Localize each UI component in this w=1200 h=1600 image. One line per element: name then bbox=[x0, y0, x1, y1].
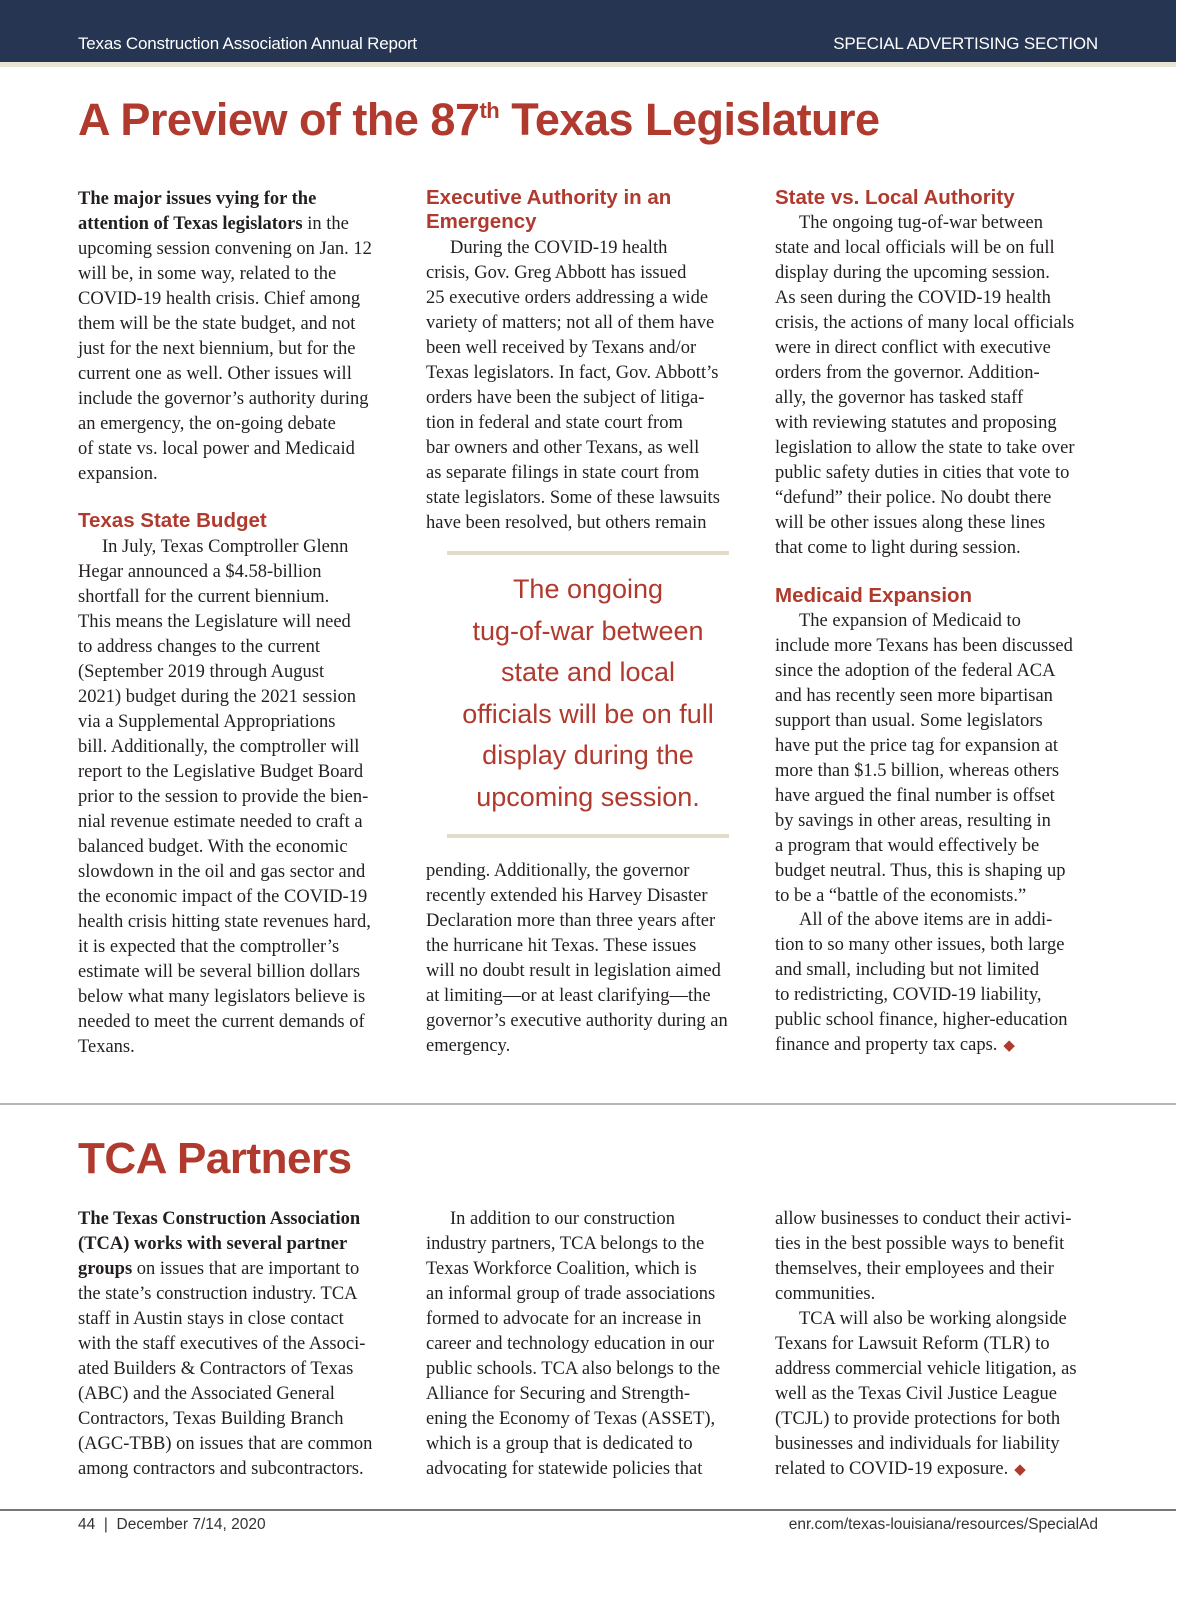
text-line: businesses and individuals for liability bbox=[775, 1434, 1060, 1454]
article-title bbox=[78, 94, 880, 146]
text-line: variety of matters; not all of them have bbox=[426, 313, 715, 333]
text-line: below what many legislators believe is bbox=[78, 987, 366, 1007]
text-line: state legislators. Some of these lawsuits bbox=[426, 488, 720, 508]
text-line: Contractors, Texas Building Branch bbox=[78, 1409, 344, 1429]
line-text: in the bbox=[302, 214, 349, 234]
text-line: display during the bbox=[482, 740, 694, 770]
text-line bbox=[78, 1232, 408, 1257]
text-line: which is a group that is dedicated to bbox=[426, 1434, 693, 1454]
bold-lead-text: The Texas Construction Association bbox=[78, 1209, 361, 1229]
text-line: bill. Additionally, the comptroller will bbox=[78, 737, 360, 757]
text-line: current one as well. Other issues will bbox=[78, 364, 352, 384]
text-line: the hurricane hit Texas. These issues bbox=[426, 936, 697, 956]
text-line: were in direct conflict with executive bbox=[775, 338, 1051, 358]
text-line: display during the upcoming session. bbox=[775, 263, 1050, 283]
text-line: just for the next biennium, but for the bbox=[78, 339, 356, 359]
heading-executive-authority bbox=[426, 186, 671, 234]
text-line: ated Builders & Contractors of Texas bbox=[78, 1359, 354, 1379]
text-line: will no doubt result in legislation aimed bbox=[426, 961, 721, 981]
text-line: 25 executive orders addressing a wide bbox=[426, 288, 709, 308]
text-line: will be other issues along these lines bbox=[775, 513, 1046, 533]
text-line: This means the Legislature will need bbox=[78, 612, 351, 632]
text-line: Hegar announced a $4.58-billion bbox=[78, 562, 322, 582]
text-line: upcoming session convening on Jan. 12 bbox=[78, 239, 372, 259]
footer-url[interactable]: enr.com/texas-louisiana/resources/SpecialAd bbox=[788, 1516, 1098, 1533]
header-stripe bbox=[0, 62, 1176, 67]
text-line: themselves, their employees and their bbox=[775, 1259, 1054, 1279]
executive-paragraph bbox=[426, 236, 756, 536]
text-line: needed to meet the current demands of bbox=[78, 1012, 365, 1032]
text-line: the economic impact of the COVID-19 bbox=[78, 887, 368, 907]
partners-title: TCA Partners bbox=[78, 1134, 352, 1183]
text-line: estimate will be several billion dollars bbox=[78, 962, 361, 982]
footer-separator: | bbox=[103, 1516, 108, 1533]
bold-lead-text: attention of Texas legislators bbox=[78, 214, 303, 234]
text-line: industry partners, TCA belongs to the bbox=[426, 1234, 705, 1254]
text-line: upcoming session. bbox=[476, 781, 700, 812]
text-line: Declaration more than three years after bbox=[426, 911, 716, 931]
text-line: by savings in other areas, resulting in bbox=[775, 811, 1051, 831]
text-line: State vs. Local Authority bbox=[775, 186, 1015, 209]
text-line: tion to so many other issues, both large bbox=[775, 935, 1065, 955]
text-line: public schools. TCA also belongs to the bbox=[426, 1359, 721, 1379]
line-text: related to COVID-19 exposure. bbox=[775, 1459, 1009, 1479]
text-line: public safety duties in cities that vote to bbox=[775, 463, 1070, 483]
state-local-paragraph bbox=[775, 211, 1105, 561]
text-line: with reviewing statutes and proposing bbox=[775, 413, 1057, 433]
intro-paragraph bbox=[78, 187, 408, 487]
text-line: address commercial vehicle litigation, as bbox=[775, 1359, 1077, 1379]
text-line: health crisis hitting state revenues hard, bbox=[78, 912, 371, 932]
text-line: tion in federal and state court from bbox=[426, 413, 683, 433]
text-line: formed to advocate for an increase in bbox=[426, 1309, 702, 1329]
text-line bbox=[78, 187, 408, 212]
closing-paragraph bbox=[775, 908, 1105, 1059]
text-line: The ongoing bbox=[512, 574, 664, 604]
text-line: an informal group of trade associations bbox=[426, 1284, 716, 1304]
text-line: and small, including but not limited bbox=[775, 960, 1040, 980]
text-line: In July, Texas Comptroller Glenn bbox=[102, 537, 349, 557]
text-line: Texas legislators. In fact, Gov. Abbott’s bbox=[426, 363, 719, 383]
text-line: shortfall for the current biennium. bbox=[78, 587, 330, 607]
text-line: of state vs. local power and Medicaid bbox=[78, 439, 355, 459]
text-line: communities. bbox=[775, 1284, 876, 1304]
partners-paragraph-2-continued bbox=[775, 1207, 1105, 1307]
bold-lead-text: groups bbox=[78, 1259, 133, 1279]
text-line: recently extended his Harvey Disaster bbox=[426, 886, 708, 906]
text-line: Alliance for Securing and Strength- bbox=[426, 1384, 691, 1404]
text-line: 2021) budget during the 2021 session bbox=[78, 687, 356, 707]
text-line: and has recently seen more bipartisan bbox=[775, 686, 1053, 706]
text-line: The expansion of Medicaid to bbox=[799, 611, 1021, 631]
text-line: at limiting—or at least clarifying—the bbox=[426, 986, 711, 1006]
text-line bbox=[775, 1033, 1105, 1059]
text-line: Texas State Budget bbox=[78, 509, 267, 532]
title-text-end: Texas Legislature bbox=[499, 94, 880, 145]
partners-paragraph-1 bbox=[78, 1207, 408, 1482]
issue-date: December 7/14, 2020 bbox=[116, 1516, 266, 1533]
text-line: been well received by Texans and/or bbox=[426, 338, 697, 358]
title-text: A Preview of the 87 bbox=[78, 94, 480, 145]
text-line: to be a “battle of the economists.” bbox=[775, 886, 1027, 906]
text-line: officials will be on full bbox=[462, 698, 714, 729]
text-line: have put the price tag for expansion at bbox=[775, 736, 1059, 756]
text-line: a program that would effectively be bbox=[775, 836, 1040, 856]
text-line: orders from the governor. Addition- bbox=[775, 363, 1040, 383]
title-superscript: th bbox=[479, 98, 500, 123]
text-line: prior to the session to provide the bien- bbox=[78, 787, 369, 807]
bold-lead-text: The major issues vying for the bbox=[78, 189, 317, 209]
text-line: state and local bbox=[500, 657, 676, 687]
text-line: Texans for Lawsuit Reform (TLR) to bbox=[775, 1334, 1050, 1354]
text-line: to address changes to the current bbox=[78, 637, 320, 657]
text-line: as separate filings in state court from bbox=[426, 463, 700, 483]
bold-lead-text: (TCA) works with several partner bbox=[78, 1234, 348, 1254]
text-line: allow businesses to conduct their activi- bbox=[775, 1209, 1072, 1229]
heading-medicaid-expansion bbox=[775, 584, 972, 608]
text-line: slowdown in the oil and gas sector and bbox=[78, 862, 366, 882]
text-line bbox=[78, 1257, 408, 1282]
text-line: balanced budget. With the economic bbox=[78, 837, 348, 857]
text-line: budget neutral. Thus, this is shaping up bbox=[775, 861, 1066, 881]
footer-page-info bbox=[78, 1516, 266, 1534]
text-line: an emergency, the on-going debate bbox=[78, 414, 336, 434]
text-line: report to the Legislative Budget Board bbox=[78, 762, 364, 782]
text-line: (ABC) and the Associated General bbox=[78, 1384, 335, 1404]
text-line: to redistricting, COVID-19 liability, bbox=[775, 985, 1042, 1005]
text-line: (September 2019 through August bbox=[78, 662, 325, 682]
heading-state-vs-local bbox=[775, 186, 1015, 210]
text-line: TCA will also be working alongside bbox=[799, 1309, 1067, 1329]
text-line: ally, the governor has tasked staff bbox=[775, 388, 1024, 408]
text-line: (TCJL) to provide protections for both bbox=[775, 1409, 1061, 1429]
text-line: career and technology education in our bbox=[426, 1334, 715, 1354]
text-line: them will be the state budget, and not bbox=[78, 314, 356, 334]
end-mark-diamond-icon: ◆ bbox=[1014, 1462, 1026, 1478]
medicaid-paragraph bbox=[775, 609, 1105, 909]
text-line: pending. Additionally, the governor bbox=[426, 861, 690, 881]
partners-paragraph-2 bbox=[426, 1207, 756, 1482]
end-mark-diamond-icon: ◆ bbox=[1003, 1038, 1015, 1054]
pull-quote bbox=[426, 569, 750, 818]
partners-paragraph-3 bbox=[775, 1307, 1105, 1483]
section-label: SPECIAL ADVERTISING SECTION bbox=[833, 34, 1098, 53]
text-line: among contractors and subcontractors. bbox=[78, 1459, 364, 1479]
text-line: the state’s construction industry. TCA bbox=[78, 1284, 358, 1304]
text-line: more than $1.5 billion, whereas others bbox=[775, 761, 1060, 781]
text-line: As seen during the COVID-19 health bbox=[775, 288, 1051, 308]
text-line: public school finance, higher-education bbox=[775, 1010, 1068, 1030]
text-line: ening the Economy of Texas (ASSET), bbox=[426, 1409, 716, 1429]
text-line: emergency. bbox=[426, 1036, 511, 1056]
text-line: COVID-19 health crisis. Chief among bbox=[78, 289, 361, 309]
pull-quote-rule-top bbox=[447, 551, 729, 555]
page-number: 44 bbox=[78, 1516, 96, 1533]
text-line: include the governor’s authority during bbox=[78, 389, 369, 409]
text-line: ties in the best possible ways to benefit bbox=[775, 1234, 1065, 1254]
text-line: crisis, Gov. Greg Abbott has issued bbox=[426, 263, 687, 283]
text-line: include more Texans has been discussed bbox=[775, 636, 1073, 656]
text-line: The ongoing tug-of-war between bbox=[799, 213, 1044, 233]
text-line: (AGC-TBB) on issues that are common bbox=[78, 1434, 373, 1454]
text-line: Emergency bbox=[426, 210, 537, 233]
section-divider bbox=[0, 1103, 1176, 1105]
text-line: staff in Austin stays in close contact bbox=[78, 1309, 344, 1329]
footer-rule bbox=[0, 1509, 1176, 1511]
text-line bbox=[78, 212, 408, 237]
text-line: nial revenue estimate needed to craft a bbox=[78, 812, 363, 832]
text-line: support than usual. Some legislators bbox=[775, 711, 1043, 731]
text-line: have been resolved, but others remain bbox=[426, 513, 707, 533]
text-line: governor’s executive authority during an bbox=[426, 1011, 728, 1031]
text-line bbox=[775, 1457, 1105, 1483]
text-line: have argued the final number is offset bbox=[775, 786, 1055, 806]
line-text: on issues that are important to bbox=[132, 1259, 360, 1279]
text-line: All of the above items are in addi- bbox=[799, 910, 1053, 930]
text-line: that come to light during session. bbox=[775, 538, 1021, 558]
text-line: advocating for statewide policies that bbox=[426, 1459, 703, 1479]
text-line: it is expected that the comptroller’s bbox=[78, 937, 340, 957]
budget-paragraph bbox=[78, 535, 408, 1060]
text-line: well as the Texas Civil Justice League bbox=[775, 1384, 1057, 1404]
text-line: will be, in some way, related to the bbox=[78, 264, 337, 284]
text-line: In addition to our construction bbox=[450, 1209, 676, 1229]
text-line: Texans. bbox=[78, 1037, 135, 1057]
text-line: with the staff executives of the Associ- bbox=[78, 1334, 366, 1354]
text-line: “defund” their police. No doubt there bbox=[775, 488, 1052, 508]
line-text: finance and property tax caps. bbox=[775, 1035, 998, 1055]
text-line: During the COVID-19 health bbox=[450, 238, 668, 258]
text-line: Medicaid Expansion bbox=[775, 584, 973, 607]
heading-texas-state-budget bbox=[78, 509, 267, 533]
text-line: via a Supplemental Appropriations bbox=[78, 712, 336, 732]
pull-quote-rule-bottom bbox=[447, 834, 729, 838]
text-line bbox=[78, 1207, 408, 1232]
text-line: bar owners and other Texans, as well bbox=[426, 438, 700, 458]
text-line: crisis, the actions of many local officials bbox=[775, 313, 1075, 333]
text-line: expansion. bbox=[78, 464, 158, 484]
text-line: legislation to allow the state to take over bbox=[775, 438, 1075, 458]
text-line: Executive Authority in an bbox=[426, 186, 672, 209]
text-line: Texas Workforce Coalition, which is bbox=[426, 1259, 697, 1279]
text-line: tug-of-war between bbox=[472, 615, 704, 646]
publication-title: Texas Construction Association Annual Report bbox=[78, 34, 417, 53]
text-line: state and local officials will be on full bbox=[775, 238, 1055, 258]
text-line: since the adoption of the federal ACA bbox=[775, 661, 1056, 681]
executive-paragraph-continued bbox=[426, 859, 756, 1059]
text-line: orders have been the subject of litiga- bbox=[426, 388, 705, 408]
